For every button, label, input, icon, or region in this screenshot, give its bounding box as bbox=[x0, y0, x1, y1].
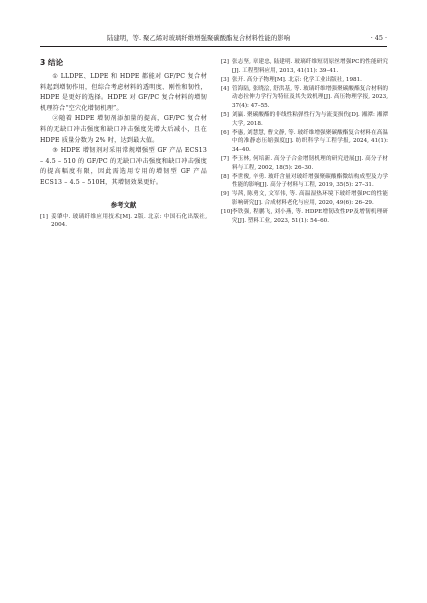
reference-item bbox=[221, 208, 388, 225]
running-header-title: 陆建明，等. 聚乙烯对玻璃纤维增强聚碳酸酯复合材料性能的影响 bbox=[107, 34, 290, 42]
reference-number: [4] bbox=[221, 85, 229, 92]
reference-text: 李世俊, 辛勇. 玻纤含量对玻纤增强聚碳酸酯微结构成型及力学性能的影响[J]. 高分子材料与工程, 2019, 35(5): 27–31. bbox=[232, 173, 388, 189]
reference-number: [10] bbox=[221, 209, 233, 216]
running-header bbox=[40, 34, 387, 47]
left-column bbox=[40, 58, 207, 230]
reference-text: 岑茜, 陈勇文, 文军伟, 等. 高温湿热环境下玻纤增强PC的性能影响研究[J]. 合成材料老化与应用, 2020, 49(6): 26–29. bbox=[232, 191, 388, 206]
reference-number: [1] bbox=[40, 213, 48, 220]
reference-item bbox=[221, 155, 388, 172]
reference-number: [3] bbox=[221, 76, 229, 83]
reference-number: [5] bbox=[221, 112, 229, 119]
reference-text: 李惠, 刘慧慧, 曹文静, 等. 玻纤维增强聚碳酸酯复合材料在高温中的准静态压缩强度[J]. 纺织科学与工程学报, 2024, 41(1): 34–40. bbox=[232, 129, 388, 153]
reference-item bbox=[40, 213, 207, 230]
reference-text: 张志坚, 章建忠, 陆建明. 玻璃纤维短切原丝增强PC的性能研究[J]. 工程塑料应用, 2013, 41(11): 39–41. bbox=[232, 59, 388, 74]
reference-item bbox=[221, 129, 388, 155]
reference-number: [8] bbox=[221, 173, 229, 180]
reference-item bbox=[221, 85, 388, 111]
reference-text: 李铁强, 程鹏飞, 刘小燕, 等. HDPE增韧改性PP及增韧机理研究[J]. 塑料工业, 2023, 51(1): 54–60. bbox=[232, 209, 388, 224]
reference-item bbox=[221, 173, 388, 190]
conclusion-paragraph-2: ②随着 HDPE 增韧剂添加量的提高，GF/PC 复合材料的无缺口冲击强度和缺口冲击强度先增大后减小，且在 HDPE 质量分数为 2% 时，达到最大值。 bbox=[40, 115, 207, 144]
reference-item bbox=[221, 76, 388, 85]
reference-text: 张开. 高分子物理[M]. 北京: 化学工业出版社, 1981. bbox=[232, 76, 362, 83]
reference-text: 李玉林, 何培新. 高分子合金增韧机理的研究进展[J]. 高分子材料与工程, 2002, 18(5): 26–30. bbox=[232, 156, 388, 171]
section-title: 3 结论 bbox=[40, 58, 64, 67]
page-number: · 45 · bbox=[370, 34, 387, 42]
reference-text: 刘赢. 聚碳酸酯的非线性粘弹性行为与流变损伤[D]. 湘潭: 湘潭大学, 2018. bbox=[232, 112, 388, 127]
reference-text: 管海陆, 张晓浍, 舒洪基, 等. 玻璃纤维增强聚碳酸酯复合材料的动态拉伸力学行为特征及其失效机理[J]. 高压物理学报, 2023, 37(4): 47–55. bbox=[232, 85, 388, 109]
reference-item bbox=[221, 58, 388, 75]
reference-number: [6] bbox=[221, 129, 229, 136]
conclusion-paragraph-3: ③ HDPE 增韧剂对采用常规增强型 GF 产品 ECS13 – 4.5 – 510 的 GF/PC 的无缺口冲击强度和缺口冲击强度的提高幅度有限，因此需选用专用的增韧型 GF 产品 ECS13 – 4.5 – 510H，其增韧效果更好。 bbox=[40, 147, 207, 186]
reference-item bbox=[221, 190, 388, 207]
reference-number: [9] bbox=[221, 191, 229, 198]
reference-number: [7] bbox=[221, 156, 229, 163]
reference-text: 姜肇中. 玻璃纤维应用技术[M]. 2版. 北京: 中国石化出版社, 2004. bbox=[51, 213, 207, 229]
reference-number: [2] bbox=[221, 59, 229, 65]
right-column bbox=[221, 58, 388, 226]
references-title: 参考文献 bbox=[110, 200, 137, 209]
reference-item bbox=[221, 111, 388, 128]
conclusion-paragraph-1: ① LLDPE、LDPE 和 HDPE 都能对 GF/PC 复合材料起到增韧作用，但综合考虑材料的透明度、刚性和韧性，HDPE 是更好的选择。HDPE 对 GF/PC 复合材料的增韧机理符合“空穴化增韧机理”。 bbox=[40, 73, 207, 112]
